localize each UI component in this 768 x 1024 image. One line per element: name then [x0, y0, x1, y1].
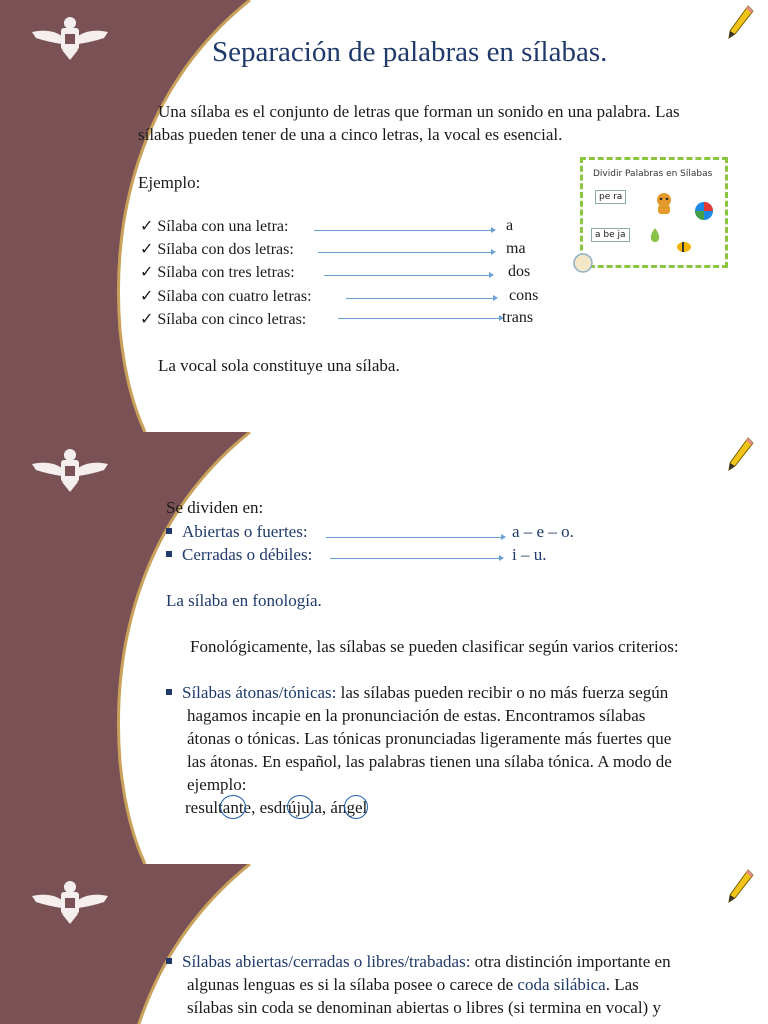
atonic-line-4: las átonas. En español, las palabras tienen una sílaba tónica. A modo de — [187, 752, 672, 771]
arrow-closed — [330, 558, 500, 559]
tonic-examples: resultante, esdrújula, ángel — [185, 798, 368, 817]
check-value-1: a — [506, 217, 514, 234]
atonic-line-5: ejemplo: — [187, 775, 247, 794]
arrow-4 — [346, 298, 494, 299]
square-bullet-icon — [166, 551, 172, 557]
decor-circle-icon — [572, 252, 594, 274]
eagle-emblem-icon — [30, 878, 110, 928]
ball-icon — [693, 200, 715, 222]
divide-intro: Se dividen en: — [166, 498, 264, 517]
open-closed-line-3: sílabas sin coda se denominan abiertas o libres (si termina en vocal) y — [187, 998, 661, 1017]
vowel-note: La vocal sola constituye una sílaba. — [158, 356, 400, 375]
atonic-tonic-item: Sílabas átonas/tónicas: las sílabas pueden recibir o no más fuerza según — [166, 681, 668, 704]
tiger-icon — [651, 190, 677, 216]
check-row-1: ✓ Sílaba con una letra: — [140, 218, 289, 235]
stress-circle-2 — [287, 795, 313, 819]
bullet-closed: Cerradas o débiles: — [166, 543, 312, 566]
pear-icon — [647, 226, 663, 244]
stress-circle-3 — [344, 795, 368, 819]
phonology-para: Fonológicamente, las sílabas se pueden clasificar según varios criterios: — [190, 637, 679, 656]
bee-icon — [675, 238, 693, 254]
check-icon: ✓ — [140, 241, 154, 258]
check-icon: ✓ — [140, 288, 154, 305]
arrow-3 — [324, 275, 490, 276]
slide-2 — [0, 432, 768, 864]
stress-circle-1 — [220, 795, 246, 819]
check-row-5: ✓ Sílaba con cinco letras: — [140, 311, 307, 328]
square-bullet-icon — [166, 958, 172, 964]
check-icon: ✓ — [140, 264, 154, 281]
pencil-icon — [726, 4, 754, 40]
atonic-line-2: hagamos incapie en la pronunciación de estas. Encontramos sílabas — [187, 706, 646, 725]
check-icon: ✓ — [140, 311, 154, 328]
intro-line-1: Una sílaba es el conjunto de letras que forman un sonido en una palabra. Las — [158, 102, 680, 121]
check-row-2: ✓ Sílaba con dos letras: — [140, 241, 294, 258]
arrow-2 — [318, 252, 492, 253]
eagle-emblem-icon — [30, 446, 110, 496]
check-row-4: ✓ Sílaba con cuatro letras: — [140, 288, 312, 305]
arrow-5 — [338, 318, 500, 319]
pencil-icon — [726, 868, 754, 904]
intro-line-2: sílabas pueden tener de una a cinco letras, la vocal es esencial. — [138, 125, 563, 144]
open-closed-item: Sílabas abiertas/cerradas o libres/trabadas: otra distinción importante en — [166, 950, 671, 973]
page-title: Separación de palabras en sílabas. — [212, 36, 608, 68]
open-closed-line-2: algunas lenguas es si la sílaba posee o carece de coda silábica. Las — [187, 975, 639, 994]
check-value-4: cons — [509, 287, 539, 304]
check-value-2: ma — [506, 240, 526, 257]
coda-link[interactable]: coda silábica — [517, 975, 606, 994]
atonic-line-3: átonas o tónicas. Las tónicas pronunciadas ligeramente más fuertes que — [187, 729, 672, 748]
card-chip-pera: pe ra — [595, 190, 626, 204]
card-chip-abeja: a be ja — [591, 228, 630, 242]
slide-3 — [0, 864, 768, 1024]
eagle-emblem-icon — [30, 14, 110, 64]
check-icon: ✓ — [140, 218, 154, 235]
card-title: Dividir Palabras en Sílabas — [593, 169, 713, 179]
example-label: Ejemplo: — [138, 173, 201, 192]
square-bullet-icon — [166, 528, 172, 534]
bullet-open: Abiertas o fuertes: — [166, 520, 308, 543]
arrow-1 — [314, 230, 492, 231]
check-value-3: dos — [508, 263, 531, 280]
bullet-closed-value: i – u. — [512, 545, 547, 564]
check-value-5: trans — [502, 309, 534, 326]
phonology-heading: La sílaba en fonología. — [166, 591, 322, 610]
square-bullet-icon — [166, 689, 172, 695]
check-row-3: ✓ Sílaba con tres letras: — [140, 264, 295, 281]
arrow-open — [326, 537, 502, 538]
pencil-icon — [726, 436, 754, 472]
slide-1 — [0, 0, 768, 432]
syllable-card — [580, 157, 728, 268]
bullet-open-value: a – e – o. — [512, 522, 574, 541]
